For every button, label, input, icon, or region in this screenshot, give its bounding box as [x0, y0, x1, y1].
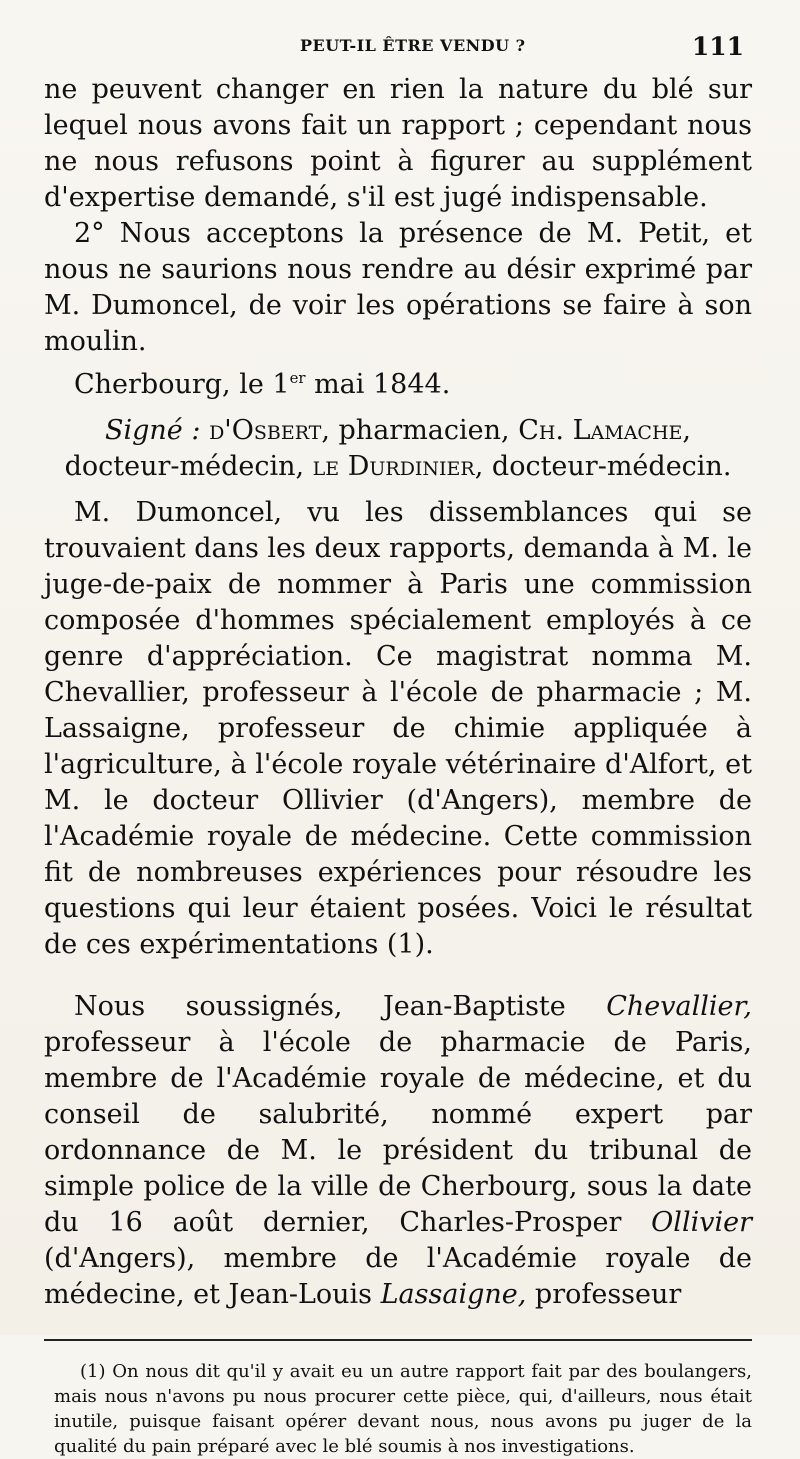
- paragraph-4-part-1: Nous soussignés, Jean-Baptiste: [74, 991, 607, 1022]
- page-header: [44, 28, 752, 72]
- paragraph-4-part-3: (d'Angers), membre de l'Académie royale de médecine, et Jean-Louis: [44, 1243, 752, 1310]
- paragraph-3: M. Dumoncel, vu les dissemblances qui se trouvaient dans les deux rapports, demanda à M. le juge-de-paix de nommer à Paris une commission composée d'hommes spécialement employés à ce genre d'appréciation. Ce magistrat nomma M. Chevallier, professeur à l'école de pharmacie ; M. Lassaigne, professeur de chimie appliquée à l'agriculture, à l'école royale vétérinaire d'Alfort, et M. le docteur Ollivier (d'Angers), membre de l'Académie royale de médecine. Cette commission fit de nombreuses expériences pour résoudre les questions qui leur étaient posées. Voici le résultat de ces expérimentations (1).: [44, 497, 752, 960]
- paragraph-4-part-4: professeur: [526, 1279, 682, 1310]
- signatory-3-title: , docteur-médecin.: [474, 451, 732, 482]
- paragraph-4-name-3: Lassaigne,: [380, 1279, 527, 1310]
- signatory-2: Ch. Lamache: [518, 415, 683, 446]
- footnote: [44, 1359, 752, 1459]
- date-prefix: Cherbourg, le 1: [74, 369, 290, 400]
- page-number: 111: [691, 32, 744, 61]
- main-text: [44, 72, 752, 1313]
- running-head: PEUT-IL ÊTRE VENDU ?: [300, 36, 526, 55]
- footnote-text: (1) On nous dit qu'il y avait eu un autre rapport fait par des boulangers, mais nous n'avons pu nous procurer cette pièce, qui, d'ailleurs, nous était inutile, puisque faisant opérer devant nous, nous avons pu juger de la qualité du pain préparé avec le blé soumis à nos investigations.: [54, 1361, 752, 1457]
- signatory-1-title: , pharmacien,: [321, 415, 519, 446]
- signatory-3: le Durdinier: [312, 451, 475, 482]
- paragraph-4-name-2: Ollivier: [651, 1207, 752, 1238]
- signature-block: [44, 413, 752, 485]
- paragraph-2: 2° Nous acceptons la présence de M. Petit, et nous ne saurions nous rendre au désir exprimé par M. Dumoncel, de voir les opérations se faire à son moulin.: [44, 218, 752, 357]
- paragraph-4: [44, 989, 752, 1313]
- paragraph-1: ne peuvent changer en rien la nature du blé sur lequel nous avons fait un rapport ; cependant nous ne nous refusons point à figurer au supplément d'expertise demandé, s'il est jugé indispensable.: [44, 74, 752, 213]
- date-line: [44, 360, 752, 403]
- paragraph-4-name-1: Chevallier,: [606, 991, 752, 1022]
- date-superscript: er: [289, 369, 306, 387]
- signatory-2-title: , docteur-médecin,: [64, 415, 691, 482]
- signatory-1: d'Osbert: [209, 415, 322, 446]
- footnote-rule: [44, 1339, 752, 1341]
- paragraph-spacer: [44, 963, 752, 989]
- signed-label: Signé :: [105, 415, 201, 446]
- paragraph-4-part-2: professeur à l'école de pharmacie de Paris, membre de l'Académie royale de médecine, et du conseil de salubrité, nommé expert par ordonnance de M. le président du tribunal de simple police de la ville de Cherbourg, sous la date du 16 août dernier, Charles-Prosper: [44, 1027, 752, 1238]
- date-suffix: mai 1844.: [305, 369, 451, 400]
